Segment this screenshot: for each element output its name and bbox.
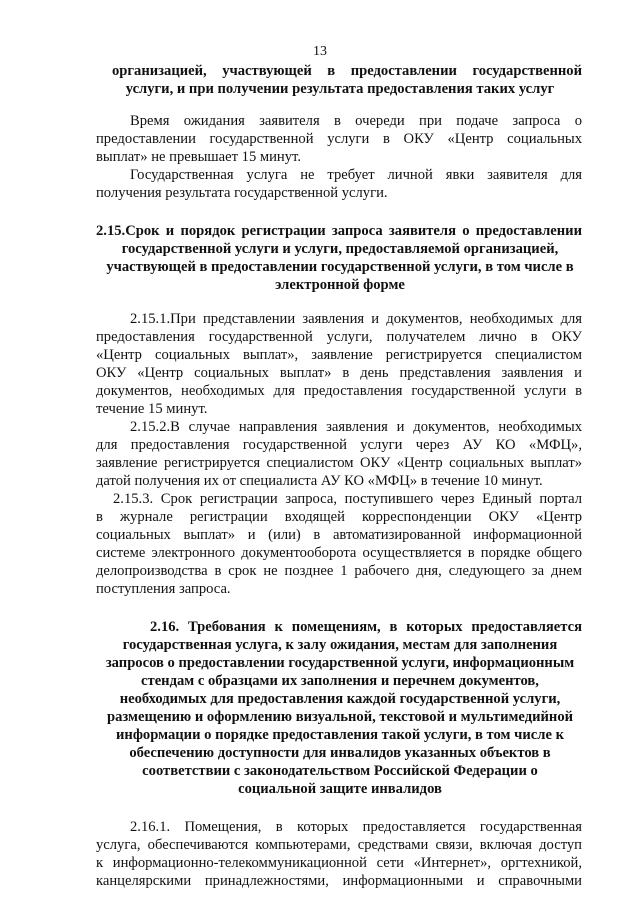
paragraph-line: поступления запроса. — [96, 581, 231, 597]
paragraph-line: течение 15 минут. — [96, 401, 208, 417]
paragraph-line: делопроизводства в срок не позднее 1 рабочего дня, следующего за днем — [96, 563, 582, 579]
paragraph-line: 2.15.3. Срок регистрации запроса, поступившего через Единый портал — [113, 491, 582, 507]
section-2-15-heading-line: электронной форме — [275, 277, 405, 293]
section-2-16-heading-line: 2.16. Требования к помещениям, в которых предоставляется — [150, 619, 582, 635]
section-2-16-heading-line: обеспечению доступности для инвалидов указанных объектов в — [129, 745, 551, 761]
section-2-16-heading-line: государственная услуга, к залу ожидания, местам для заполнения — [122, 637, 558, 653]
paragraph-line: в журнале регистрации входящей корреспонденции ОКУ «Центр — [96, 509, 582, 525]
paragraph-line: предоставлении государственной услуги в ОКУ «Центр социальных — [96, 131, 582, 147]
paragraph-line: системе электронного документооборота осуществляется в порядке общего — [96, 545, 582, 561]
paragraph-line: ОКУ «Центр социальных выплат» в день представления заявления и — [96, 365, 582, 381]
paragraph-line: Государственная услуга не требует личной явки заявителя для — [130, 167, 582, 183]
paragraph-line: канцелярскими принадлежностями, информационными и справочными — [96, 873, 582, 889]
page-number: 13 — [313, 44, 327, 59]
paragraph-line: социальных выплат» и (или) в автоматизированной информационной — [96, 527, 582, 543]
section-2-16-heading-line: стендам с образцами их заполнения и перечнем документов, — [141, 673, 539, 689]
paragraph-line: заявление регистрируется специалистом ОКУ «Центр социальных выплат» — [96, 455, 582, 471]
paragraph-line: документов, необходимых для предоставления государственной услуги в — [96, 383, 582, 399]
paragraph-line: 2.15.1.При представлении заявления и документов, необходимых для — [130, 311, 582, 327]
section-2-15-heading-line: 2.15.Срок и порядок регистрации запроса заявителя о предоставлении — [96, 223, 582, 239]
section-2-16-heading-line: социальной защите инвалидов — [238, 781, 442, 797]
section-2-16-heading-line: соответствии с законодательством Российской Федерации о — [142, 763, 538, 779]
section-2-16-heading-line: информации о порядке предоставления такой услуги, в том числе к — [116, 727, 564, 743]
paragraph-line: к информационно-телекоммуникационной сети «Интернет», оргтехникой, — [96, 855, 582, 871]
section-2-15-heading-line: государственной услуги и услуги, предоставляемой организацией, — [121, 241, 559, 257]
paragraph-line: для предоставления государственной услуги через АУ КО «МФЦ», — [96, 437, 582, 453]
paragraph-line: выплат» не превышает 15 минут. — [96, 149, 301, 165]
paragraph-line: услуга, обеспечиваются компьютерами, средствами связи, включая доступ — [96, 837, 582, 853]
intro-heading-line: организацией, участвующей в предоставлении государственной — [112, 63, 582, 79]
section-2-16-heading-line: необходимых для предоставления каждой государственной услуги, — [119, 691, 561, 707]
paragraph-line: получения результата государственной услуги. — [96, 185, 388, 201]
paragraph-line: датой получения их от специалиста АУ КО «МФЦ» в течение 10 минут. — [96, 473, 543, 489]
section-2-15-heading-line: участвующей в предоставлении государственной услуги, в том числе в — [106, 259, 574, 275]
paragraph-line: Время ожидания заявителя в очереди при подаче запроса о — [130, 113, 582, 129]
paragraph-line: 2.16.1. Помещения, в которых предоставляется государственная — [130, 819, 582, 835]
section-2-16-heading-line: размещению и оформлению визуальной, текстовой и мультимедийной — [106, 709, 574, 725]
section-2-16-heading-line: запросов о предоставлении государственной услуги, информационным — [105, 655, 575, 671]
paragraph-line: предоставления государственной услуги, получателем лично в ОКУ — [96, 329, 582, 345]
paragraph-line: 2.15.2.В случае направления заявления и документов, необходимых — [130, 419, 582, 435]
intro-heading-line: услуги, и при получении результата предоставления таких услуг — [125, 81, 555, 97]
paragraph-line: «Центр социальных выплат», заявление регистрируется специалистом — [96, 347, 582, 363]
